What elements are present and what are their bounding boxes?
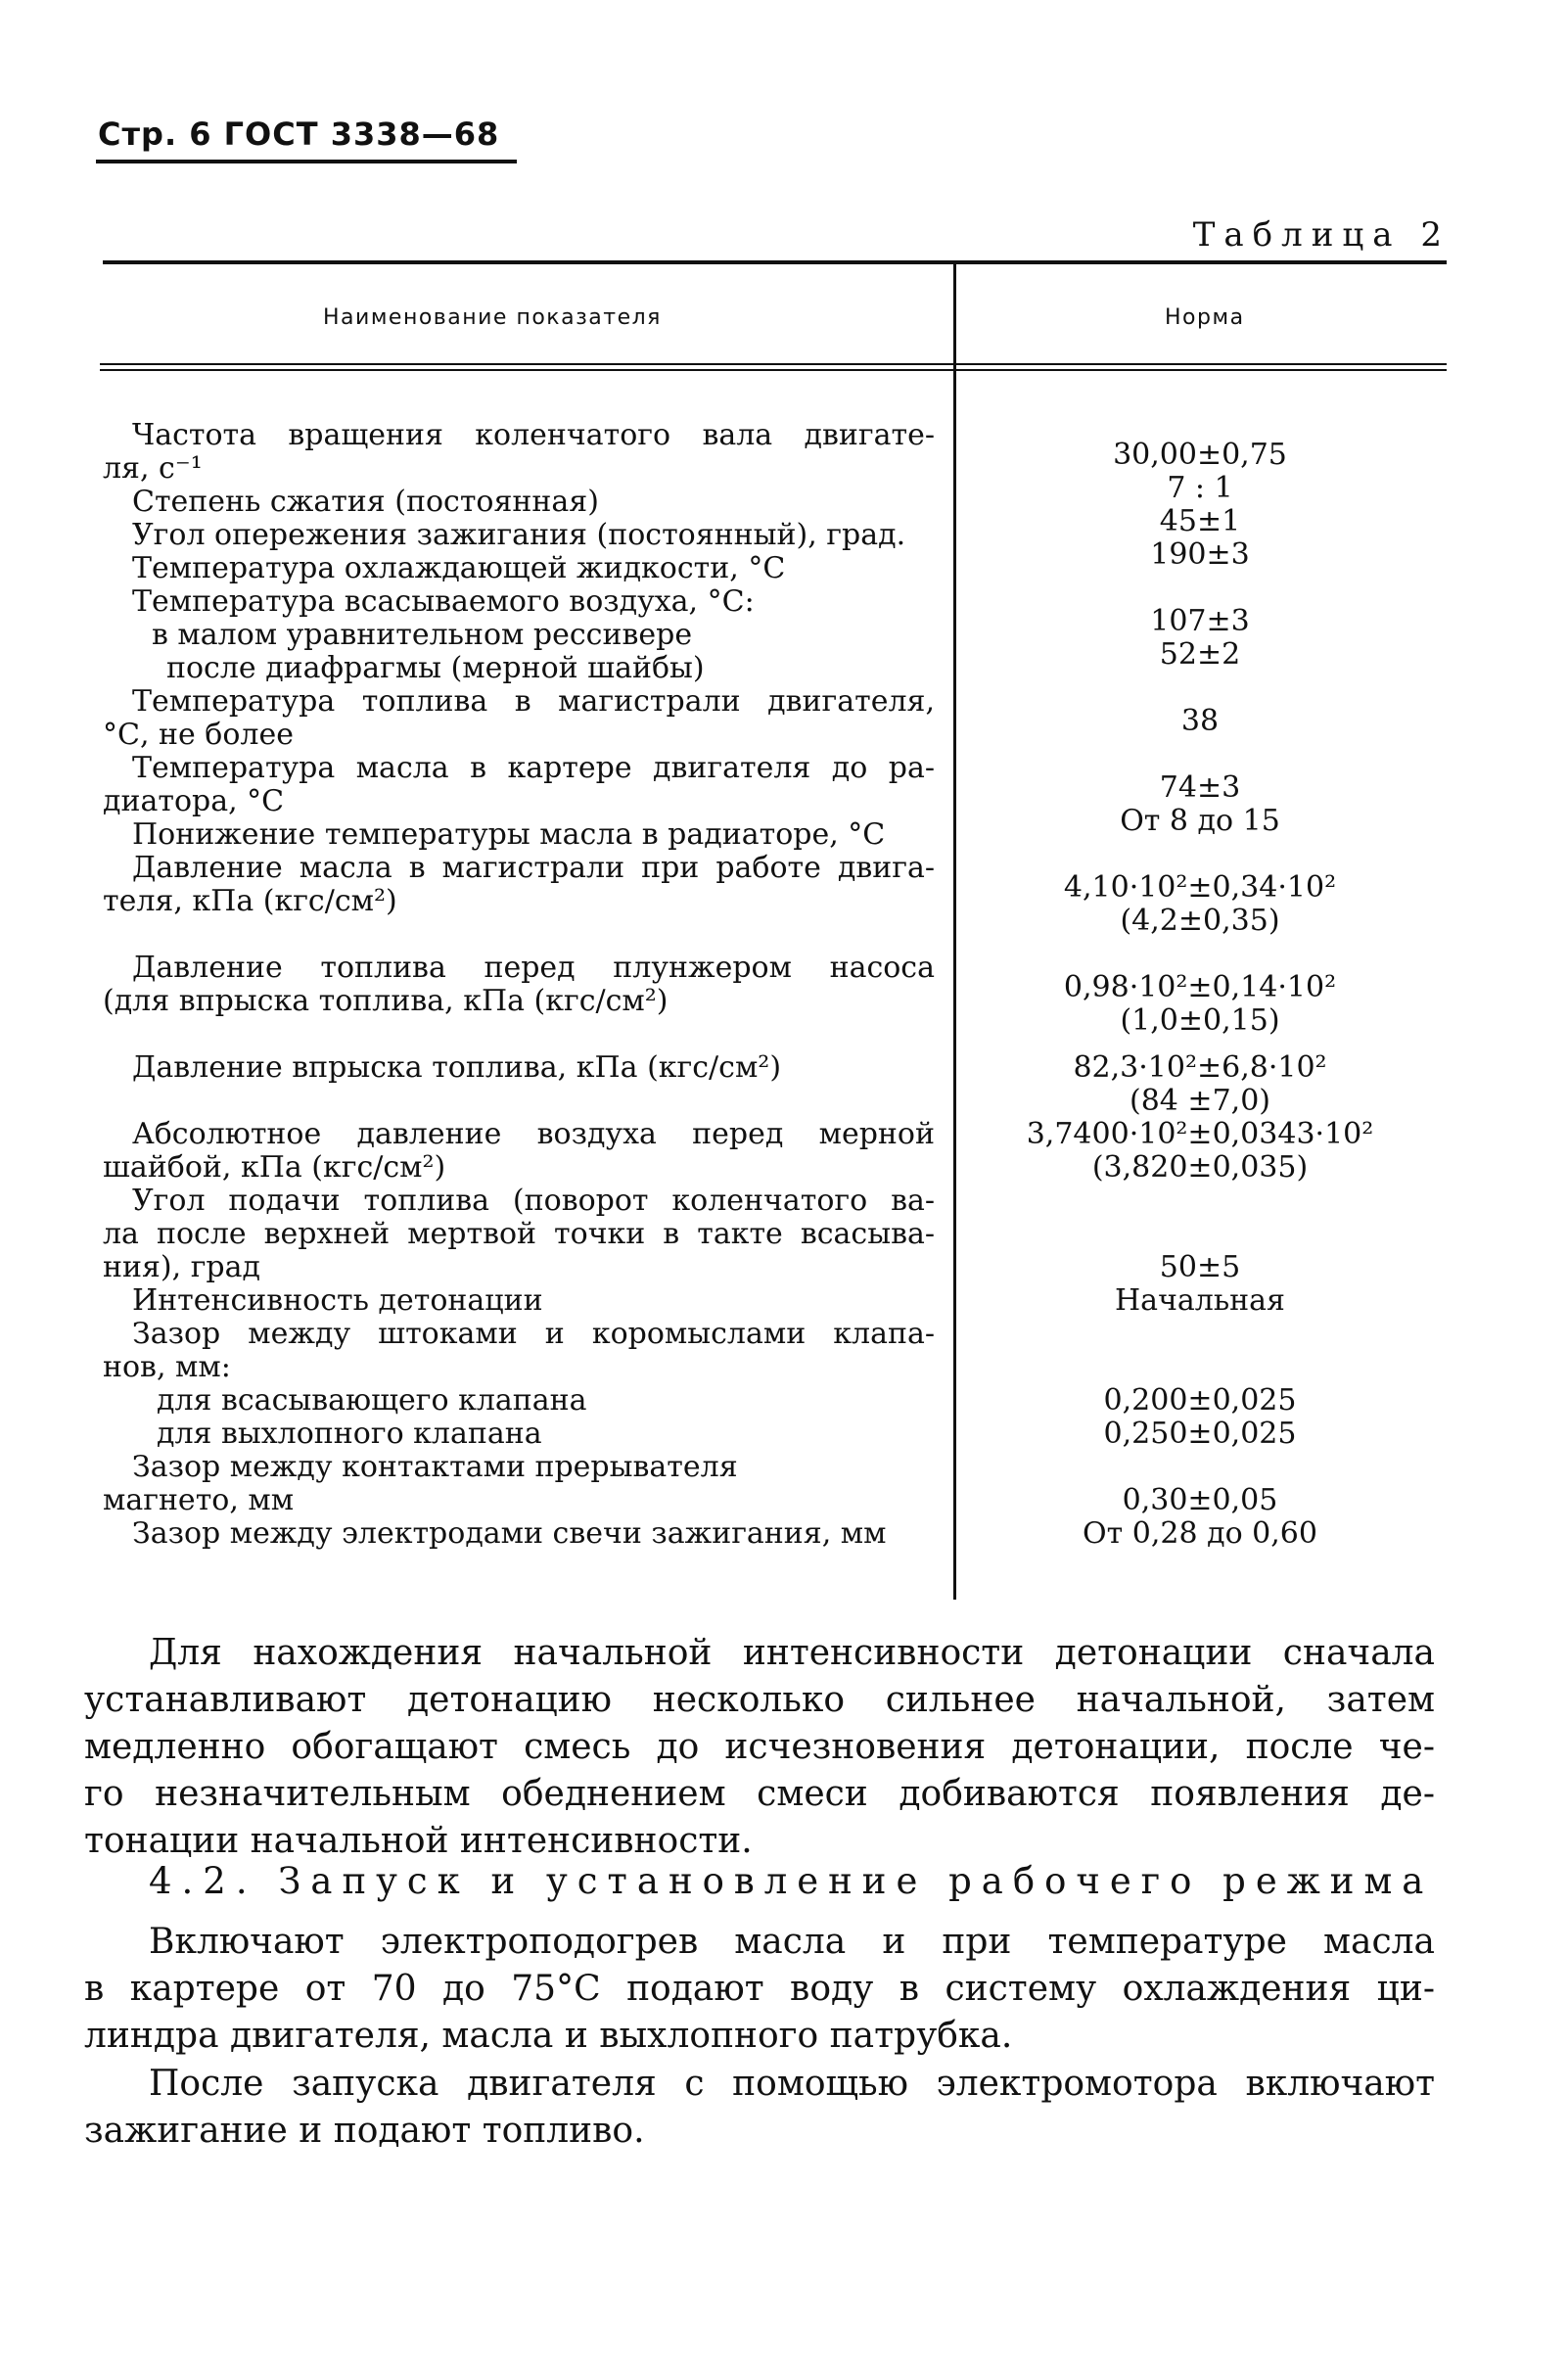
table-label-line: Абсолютное давление воздуха перед мерной	[132, 1118, 935, 1151]
table-value-line: 0,30±0,05	[1122, 1483, 1278, 1517]
table-value-line: 0,98·10²±0,14·10²	[1063, 970, 1337, 1004]
table-label-line: Температура всасываемого воздуха, °С:	[132, 584, 755, 619]
table-label-line: Давление топлива перед плунжером насоса	[132, 952, 935, 985]
table-label-line: Понижение температуры масла в радиаторе, °С	[132, 817, 886, 852]
table-label-line: Давление впрыска топлива, кПа (кгс/см²)	[132, 1050, 782, 1085]
paragraph-line: зажигание и подают топливо.	[84, 2111, 645, 2151]
table-value-line: 7 : 1	[1167, 471, 1233, 505]
table-top-rule	[103, 260, 1447, 264]
table-value-line: (3,820±0,035)	[1091, 1150, 1309, 1185]
table-value-line: 30,00±0,75	[1113, 438, 1287, 472]
table-label-line: °С, не более	[103, 718, 294, 752]
table-label-line: ла после верхней мертвой точки в такте всасыва-	[103, 1218, 935, 1251]
header-double-rule-top	[100, 363, 1447, 365]
paragraph-detonation	[84, 1630, 1435, 1865]
paragraph-line: тонации начальной интенсивности.	[84, 1821, 753, 1861]
paragraph-ignition	[84, 2061, 1435, 2155]
paragraph-line: устанавливают детонацию несколько сильнее начальной, затем	[84, 1680, 1435, 1720]
table-label-line: Угол опережения зажигания (постоянный), град.	[132, 518, 906, 552]
table-label-line: Температура охлаждающей жидкости, °С	[132, 551, 786, 585]
table-value-line: 74±3	[1159, 770, 1241, 805]
table-label-line: для всасывающего клапана	[157, 1383, 587, 1418]
section-heading: 4.2. Запуск и установление рабочего режима	[149, 1860, 1434, 1902]
table-label-line: для выхлопного клапана	[157, 1417, 542, 1451]
table-label-line: в малом уравнительном ресcивере	[152, 618, 693, 652]
table-label-line: магнето, мм	[103, 1483, 295, 1517]
table-value-line: 0,250±0,025	[1103, 1417, 1297, 1451]
table-value-line: 190±3	[1150, 537, 1250, 572]
column-header-name: Наименование показателя	[323, 305, 662, 330]
paragraph-line: го незначительным обеднением смеси добиваются появления де-	[84, 1774, 1435, 1814]
table-value-line: 45±1	[1159, 504, 1241, 538]
table-value-line: 52±2	[1159, 637, 1241, 672]
table-value-line: 50±5	[1159, 1250, 1241, 1284]
table-value-line: Начальная	[1115, 1283, 1285, 1318]
table-label-line: Зазор между контактами прерывателя	[132, 1450, 738, 1484]
table-value-line: (4,2±0,35)	[1120, 904, 1280, 938]
paragraph-line: линдра двигателя, масла и выхлопного патрубка.	[84, 2016, 1013, 2056]
table-value-line: 107±3	[1150, 604, 1250, 638]
table-label-line: Температура масла в картере двигателя до ра-	[132, 752, 935, 785]
table-value-line: 3,7400·10²±0,0343·10²	[1026, 1117, 1374, 1151]
paragraph-line: После запуска двигателя с помощью электромотора включают	[149, 2064, 1435, 2104]
paragraph-line: Для нахождения начальной интенсивности детонации сначала	[149, 1633, 1435, 1673]
table-label-line: ния), град	[103, 1250, 260, 1284]
header-double-rule-bottom	[100, 369, 1447, 371]
table-column-divider	[953, 260, 956, 1600]
table-label-line: Температура топлива в магистрали двигателя,	[132, 685, 935, 719]
page-header: Стр. 6 ГОСТ 3338—68	[98, 116, 500, 153]
table-label-line: Интенсивность детонации	[132, 1283, 543, 1318]
table-value-line: 4,10·10²±0,34·10²	[1063, 870, 1337, 905]
table-label-line: Степень сжатия (постоянная)	[132, 485, 599, 519]
table-label-line: ля, с⁻¹	[103, 451, 203, 486]
table-label-line: нов, мм:	[103, 1350, 231, 1384]
table-label-line: Угол подачи топлива (поворот коленчатого ва-	[132, 1185, 935, 1218]
table-label-line: Давление масла в магистрали при работе двига-	[132, 852, 935, 885]
table-value-line: 0,200±0,025	[1103, 1383, 1297, 1418]
paragraph-startup	[84, 1919, 1435, 2060]
table-value-line: 82,3·10²±6,8·10²	[1073, 1050, 1327, 1085]
table-value-line: От 0,28 до 0,60	[1083, 1516, 1317, 1551]
table-label-line: теля, кПа (кгс/см²)	[103, 884, 397, 918]
table-label-line: после диафрагмы (мерной шайбы)	[166, 651, 705, 685]
header-rule	[96, 160, 517, 163]
paragraph-line: медленно обогащают смесь до исчезновения детонации, после че-	[84, 1727, 1435, 1767]
table-label-line: Частота вращения коленчатого вала двигате-	[132, 419, 935, 452]
table-label-line: шайбой, кПа (кгс/см²)	[103, 1150, 446, 1185]
table-value-line: (84 ±7,0)	[1130, 1084, 1270, 1118]
paragraph-line: Включают электроподогрев масла и при температуре масла	[149, 1922, 1435, 1962]
table-value-line: (1,0±0,15)	[1120, 1003, 1280, 1038]
table-value-line: От 8 до 15	[1120, 804, 1280, 838]
table-value-line: 38	[1180, 704, 1220, 738]
table-label-line: Зазор между штоками и коромыслами клапа-	[132, 1318, 935, 1351]
column-header-norm: Норма	[1165, 305, 1245, 330]
paragraph-line: в картере от 70 до 75°С подают воду в систему охлаждения ци-	[84, 1969, 1435, 2009]
table-label-line: Зазор между электродами свечи зажигания, мм	[132, 1516, 887, 1551]
table-label-line: (для впрыска топлива, кПа (кгс/см²)	[103, 984, 669, 1018]
table-caption: Таблица 2	[1192, 215, 1451, 255]
table-label-line: диатора, °С	[103, 784, 285, 818]
